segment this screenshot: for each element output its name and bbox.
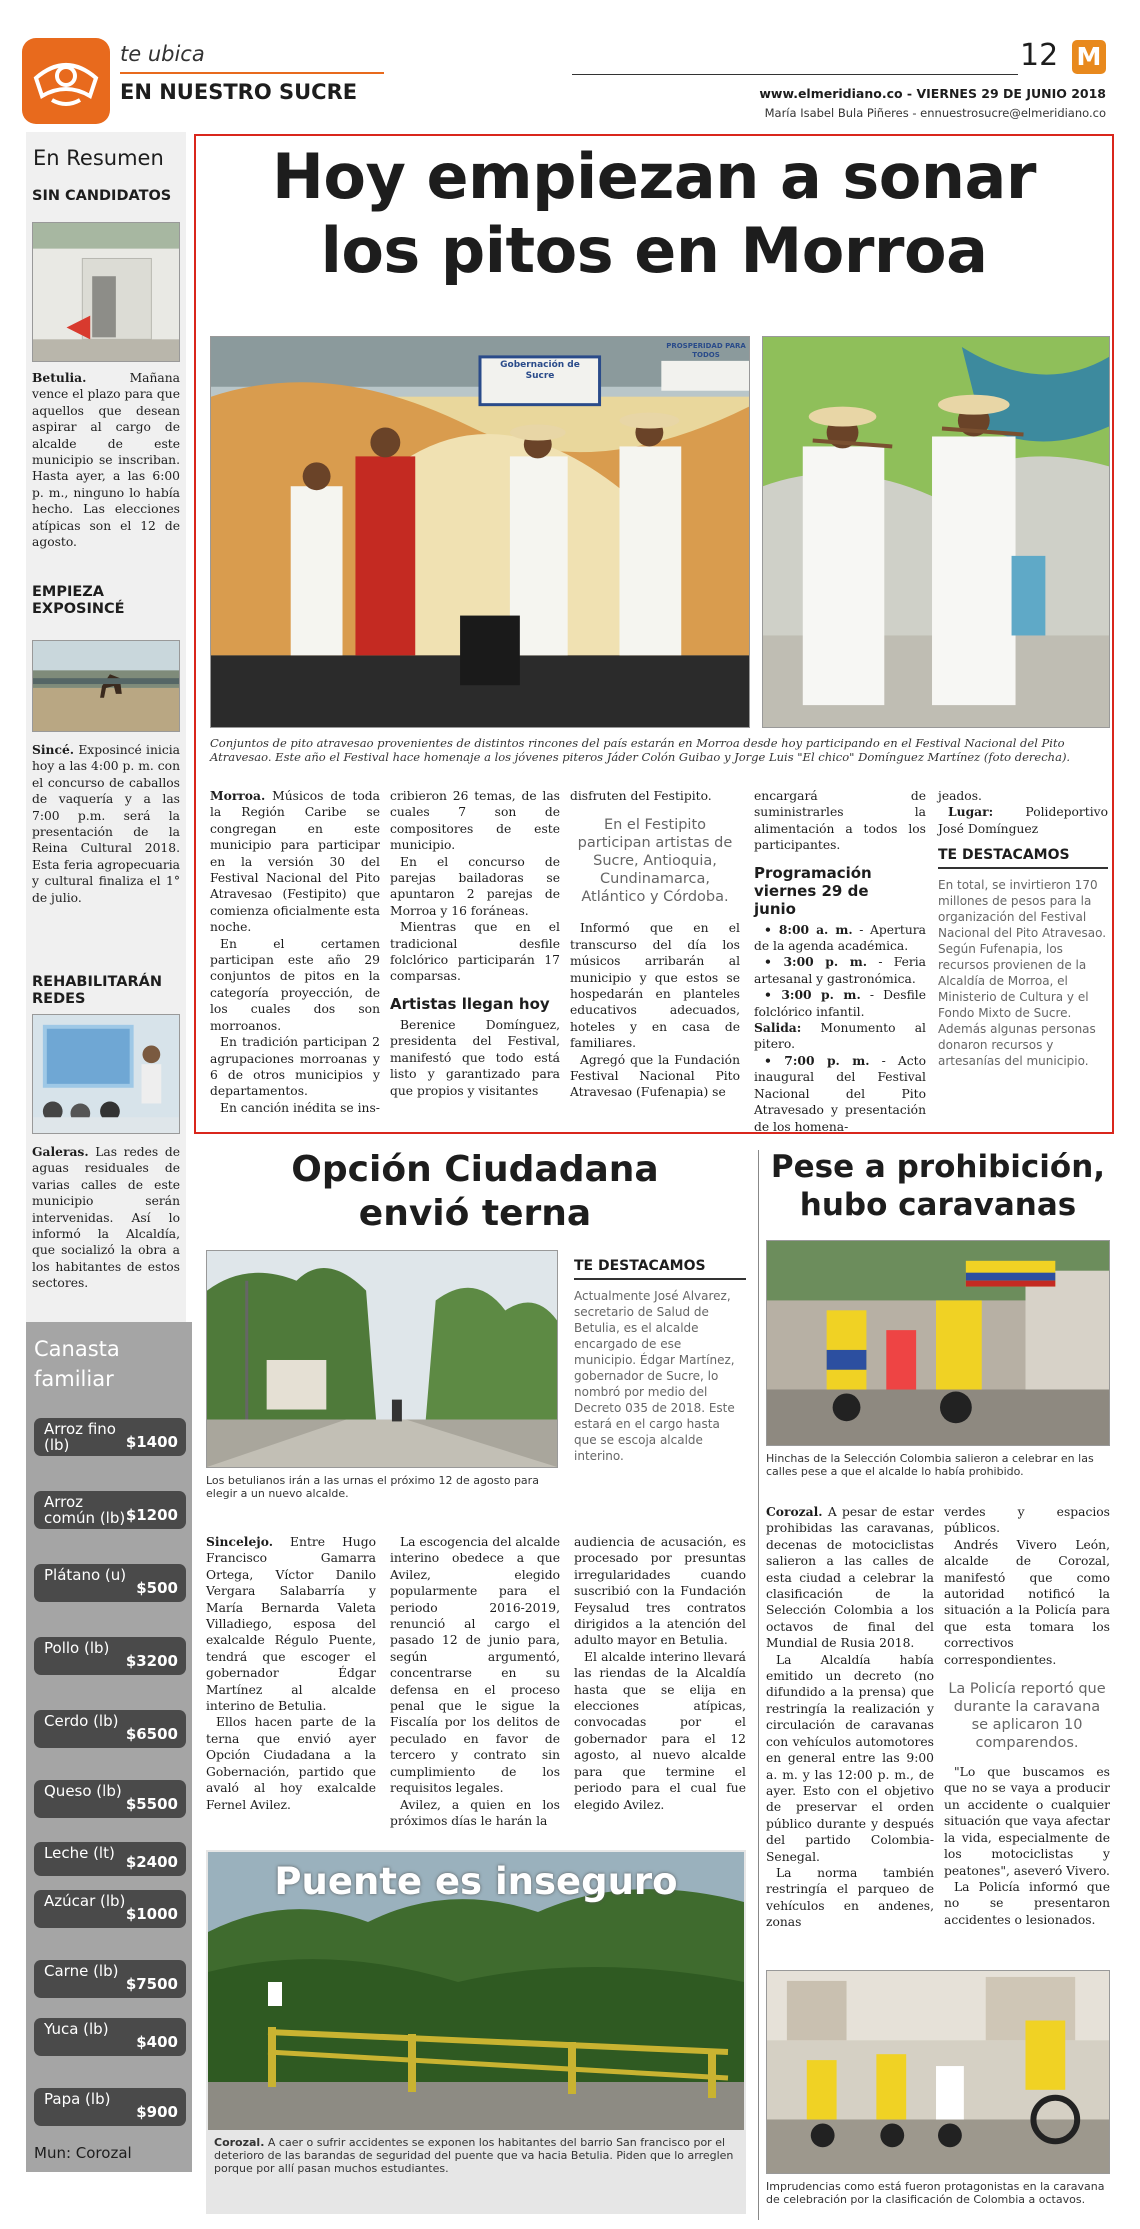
- article-text: cribieron 26 temas, de las cuales 7 son de compositores de este municipio.: [390, 789, 560, 853]
- sidebar-text: Betulia. Mañana vence el plazo para que aquellos que desean aspirar al cargo de alcalde de este municipio se inscriban. Hasta ayer, a las 6:00 p. m., ninguno lo había hecho. Las elecciones atípicas son el 12 de agosto.: [32, 370, 180, 550]
- stage-banner: Gobernación de Sucre: [500, 360, 580, 381]
- program-item: • 8:00 a. m. - Apertura de la agenda académica.: [754, 921, 926, 954]
- municipality: Mun: Corozal: [34, 2144, 132, 2162]
- price-row: Carne (lb) $7500: [34, 1960, 186, 1998]
- sidebar-heading: EMPIEZA EXPOSINCÉ: [32, 584, 125, 617]
- basket-title: Canasta familiar: [34, 1337, 120, 1391]
- stage-banner-2: PROSPERIDAD PARA TODOS: [666, 342, 746, 359]
- sidebar-text: Galeras. Las redes de aguas residuales de varias calles de este municipio serán intervenidas. Así lo informó la Alcaldía, que socializó la obra a los habitantes de estos sectores.: [32, 1144, 180, 1291]
- section-name: EN NUESTRO SUCRE: [120, 80, 358, 104]
- article-text: Informó que en el transcurso del día los músicos arribarán al municipio y que estos se hospedarán en planteles educativos adecuados, hoteles y en casa de familiares.: [570, 921, 740, 1051]
- sidebar-text: Sincé. Exposincé inicia hoy a las 4:00 p. m. con el concurso de caballos de vaquería y a las 7:00 p.m. será la presentación de la Reina Cultural 2018. Esta feria agropecuaria y cultural finaliza el 1° de julio.: [32, 742, 180, 905]
- article-text: La norma también restringía el parqueo de vehículos en andenes, zonas: [766, 1865, 934, 1930]
- sidebar: [26, 132, 186, 1322]
- program-item: Salida: Monumento al pitero.: [754, 1020, 926, 1052]
- article-text: Avilez, a quien en los próximos días le harán la: [390, 1797, 560, 1828]
- price-row: Leche (lt) $2400: [34, 1842, 186, 1876]
- article-text: La Policía informó que no se presentaron accidentes o lesionados.: [944, 1879, 1110, 1927]
- sidebar-title: En Resumen: [33, 146, 164, 170]
- puente-caption: Corozal. A caer o sufrir accidentes se exponen los habitantes del barrio San francisco por el deterioro de las barandas de seguridad del puente que va hacia Betulia. Piden que lo arreglen porque por allí pasan muchos estudiantes.: [214, 2136, 734, 2175]
- subheading: Artistas llegan hoy: [390, 994, 550, 1013]
- stage-photo: [210, 336, 750, 728]
- puente-headline: Puente es inseguro: [274, 1860, 678, 1903]
- article-text: La escogencia del alcalde interino obedece a que Avilez, elegido popularmente para el periodo 2016-2019, renunció al cargo el pasado 12 de junio para, según argumentó, concentrarse en su defensa en el proceso penal que le sigue la Fiscalía por los delitos de peculado en favor de tercero y contrato sin cumplimiento de los requisitos legales.: [390, 1535, 560, 1796]
- caravan-caption-2: Imprudencias como está fueron protagonistas en la caravana de celebración por la clasificación de Colombia a octavos.: [766, 2180, 1105, 2206]
- price-row: Pollo (lb) $3200: [34, 1637, 186, 1675]
- article-text: Ellos hacen parte de la terna que envió ayer Opción Ciudadana a la Gobernación, partido que avaló al hoy exalcalde Fernel Avilez.: [206, 1715, 376, 1812]
- article-text: En canción inédita se ins-: [220, 1100, 380, 1115]
- article-text: Lugar: Polideportivo José Domínguez: [938, 804, 1108, 836]
- price-row: Arroz fino (lb) $1400: [34, 1418, 186, 1456]
- article-text: verdes y espacios públicos.: [944, 1505, 1110, 1536]
- pull-quote: La Policía reportó que durante la caravana se aplicaron 10 comparendos.: [948, 1681, 1106, 1752]
- opcion-caption: Los betulianos irán a las urnas el próximo 12 de agosto para elegir a un nuevo alcalde.: [206, 1474, 539, 1500]
- caravan-caption: Hinchas de la Selección Colombia salieron a celebrar en las calles pese a que el alcalde lo había prohibido.: [766, 1452, 1094, 1478]
- program-item: • 3:00 p. m. - Feria artesanal y gastronómica.: [754, 954, 926, 986]
- sidebar-photo-1: [32, 222, 180, 362]
- sidebar-heading: REHABILITARÁN REDES: [32, 974, 163, 1007]
- author-email: María Isabel Bula Piñeres - ennuestrosucre@elmeridiano.co: [764, 106, 1106, 120]
- article-text: En el certamen participan este año 29 conjuntos de pitos en la categoría proyección, de los cuales dos son morroanos.: [210, 936, 380, 1033]
- website-date: www.elmeridiano.co - VIERNES 29 DE JUNIO 2018: [759, 86, 1106, 101]
- price-row: Plátano (u) $500: [34, 1564, 186, 1602]
- article-text: Agregó que la Fundación Festival Nacional Pito Atravesao (Fufenapia) se: [570, 1052, 740, 1100]
- program-item: • 7:00 p. m. - Acto inaugural del Festival Nacional del Pito Atravesado y presentación de los homena-: [754, 1052, 926, 1134]
- highlight-title: TE DESTACAMOS: [938, 847, 1108, 869]
- sidebar-photo-2: [32, 640, 180, 732]
- highlight-text: Actualmente José Alvarez, secretario de Salud de Betulia, es el alcalde encargado de ese municipio. Édgar Martínez, gobernador de Sucre, lo nombró por medio del Decreto 035 de 2018. Este estará en el cargo hasta que se escoja alcalde interino.: [574, 1289, 735, 1463]
- article-text: audiencia de acusación, es procesado por presuntas irregularidades cuando suscribió con la Fundación Feysalud tres contratos dirigidos a la atención del adulto mayor en Betulia.: [574, 1535, 746, 1648]
- article-text: Morroa. Músicos de toda la Región Caribe se congregan en este municipio para participar en la versión 30 del Festival Nacional del Pito Atravesao (Festipito) que comienza oficialmente esta noche.: [210, 788, 380, 935]
- article-text: "Lo que buscamos es que no se vaya a producir un accidente o cualquier situación que vaya afectar la vida, especialmente de los motociclistas y peatones", aseveró Vivero.: [944, 1765, 1110, 1878]
- price-row: Papa (lb) $900: [34, 2088, 186, 2126]
- program-item: • 3:00 p. m. - Desfile folclórico infantil.: [754, 987, 926, 1019]
- opcion-headline: Opción Ciudadana envió terna: [291, 1149, 659, 1234]
- article-text: Mientras que en el tradicional desfile folclórico participarán 17 comparsas.: [390, 920, 560, 984]
- article-text: disfruten del Festipito.: [570, 789, 712, 803]
- price-row: Yuca (lb) $400: [34, 2018, 186, 2056]
- caravan-photo-2: [766, 1970, 1110, 2174]
- sidebar-heading: SIN CANDIDATOS: [32, 188, 172, 204]
- article-text: La Alcaldía había emitido un decreto (no difundido a la prensa) que restringía la realización y circulación de caravanas con vehículos automotores en general entre las 9:00 a. m. y las 12:00 p. m., de ayer. Esto con el objetivo de preservar el orden público durante y después del partido Colombia-Senegal.: [766, 1652, 934, 1864]
- caravanas-headline: Pese a prohibición, hubo caravanas: [770, 1149, 1106, 1223]
- article-text: En tradición participan 2 agrupaciones morroanas y 6 de otros municipios y departamentos.: [210, 1035, 380, 1099]
- brand-logo: M: [1072, 40, 1106, 74]
- article-text: jeados.: [938, 789, 982, 803]
- caravan-photo-1: [766, 1240, 1110, 1446]
- article-text: En el concurso de parejas bailadoras se apuntaron 2 parejas de Morroa y 16 foráneas.: [390, 854, 560, 918]
- article-text: encargará de suministrarles la alimentación a todos los participantes.: [754, 789, 926, 853]
- article-text: El alcalde interino llevará las riendas de la Alcaldía hasta que se elija en elecciones atípicas, convocadas por el gobernador para el 12 agosto, al nuevo alcalde para que termine el periodo para el cual fue elegido Avilez.: [574, 1649, 746, 1812]
- sidebar-photo-3: [32, 1014, 180, 1134]
- pito-players-photo: [762, 336, 1110, 728]
- price-row: Cerdo (lb) $6500: [34, 1710, 186, 1748]
- price-row: Azúcar (lb) $1000: [34, 1890, 186, 1928]
- program-title: Programación viernes 29 de junio: [754, 863, 872, 918]
- highlight-text: En total, se invirtieron 170 millones de pesos para la organización del Festival Nacional del Pito Atravesao. Según Fufenapia, los recursos provienen de la Alcaldía de Morroa, el Ministerio de Cultura y el Fondo Mixto de Sucre. Además algunas personas donaron recursos y artesanías del municipio.: [938, 878, 1107, 1069]
- pull-quote: En el Festipito participan artistas de Sucre, Antioquia, Cundinamarca, Atlántico y Córdoba.: [577, 817, 733, 906]
- price-row: Queso (lb) $5500: [34, 1780, 186, 1818]
- highlight-title: TE DESTACAMOS: [574, 1258, 746, 1280]
- page-number: 12: [1020, 38, 1059, 73]
- tagline: te ubica: [120, 42, 205, 66]
- price-row: Arroz común (lb) $1200: [34, 1491, 186, 1529]
- article-text: Andrés Vivero León, alcalde de Corozal, manifestó que como autoridad notificó la situación a la Policía para que esta tomara los correctivos correspondientes.: [944, 1537, 1110, 1667]
- article-text: Sincelejo. Entre Hugo Francisco Gamarra Ortega, Víctor Danilo Vergara Salabarría y María Bernarda Valeta Villadiego, esposa del exalcalde Régulo Puente, tendrá que escoger el gobernador Édgar Martínez al alcalde interino de Betulia.: [206, 1534, 376, 1714]
- betulia-street-photo: [206, 1250, 558, 1468]
- photo-caption: Conjuntos de pito atravesao provenientes de distintos rincones del país estarán en Morroa desde hoy participando en el Festival Nacional del Pito Atravesao. Este año el Festival hace homenaje a los jóvenes piteros Jáder Colón Guibao y Jorge Luis "El chico" Domínguez Martínez (foto derecha).: [210, 736, 1071, 764]
- article-text: Corozal. A pesar de estar prohibidas las caravanas, decenas de motociclistas salieron a las calles de esta ciudad a celebrar la clasificación de la Selección Colombia a los octavos de final del Mundial de Rusia 2018.: [766, 1504, 934, 1651]
- article-text: Berenice Domínguez, presidenta del Festival, manifestó que todo está listo y garantizado para que propios y visitantes: [390, 1017, 560, 1098]
- headline: Hoy empiezan a sonar los pitos en Morroa: [272, 140, 1036, 287]
- section-logo-icon: [22, 38, 110, 124]
